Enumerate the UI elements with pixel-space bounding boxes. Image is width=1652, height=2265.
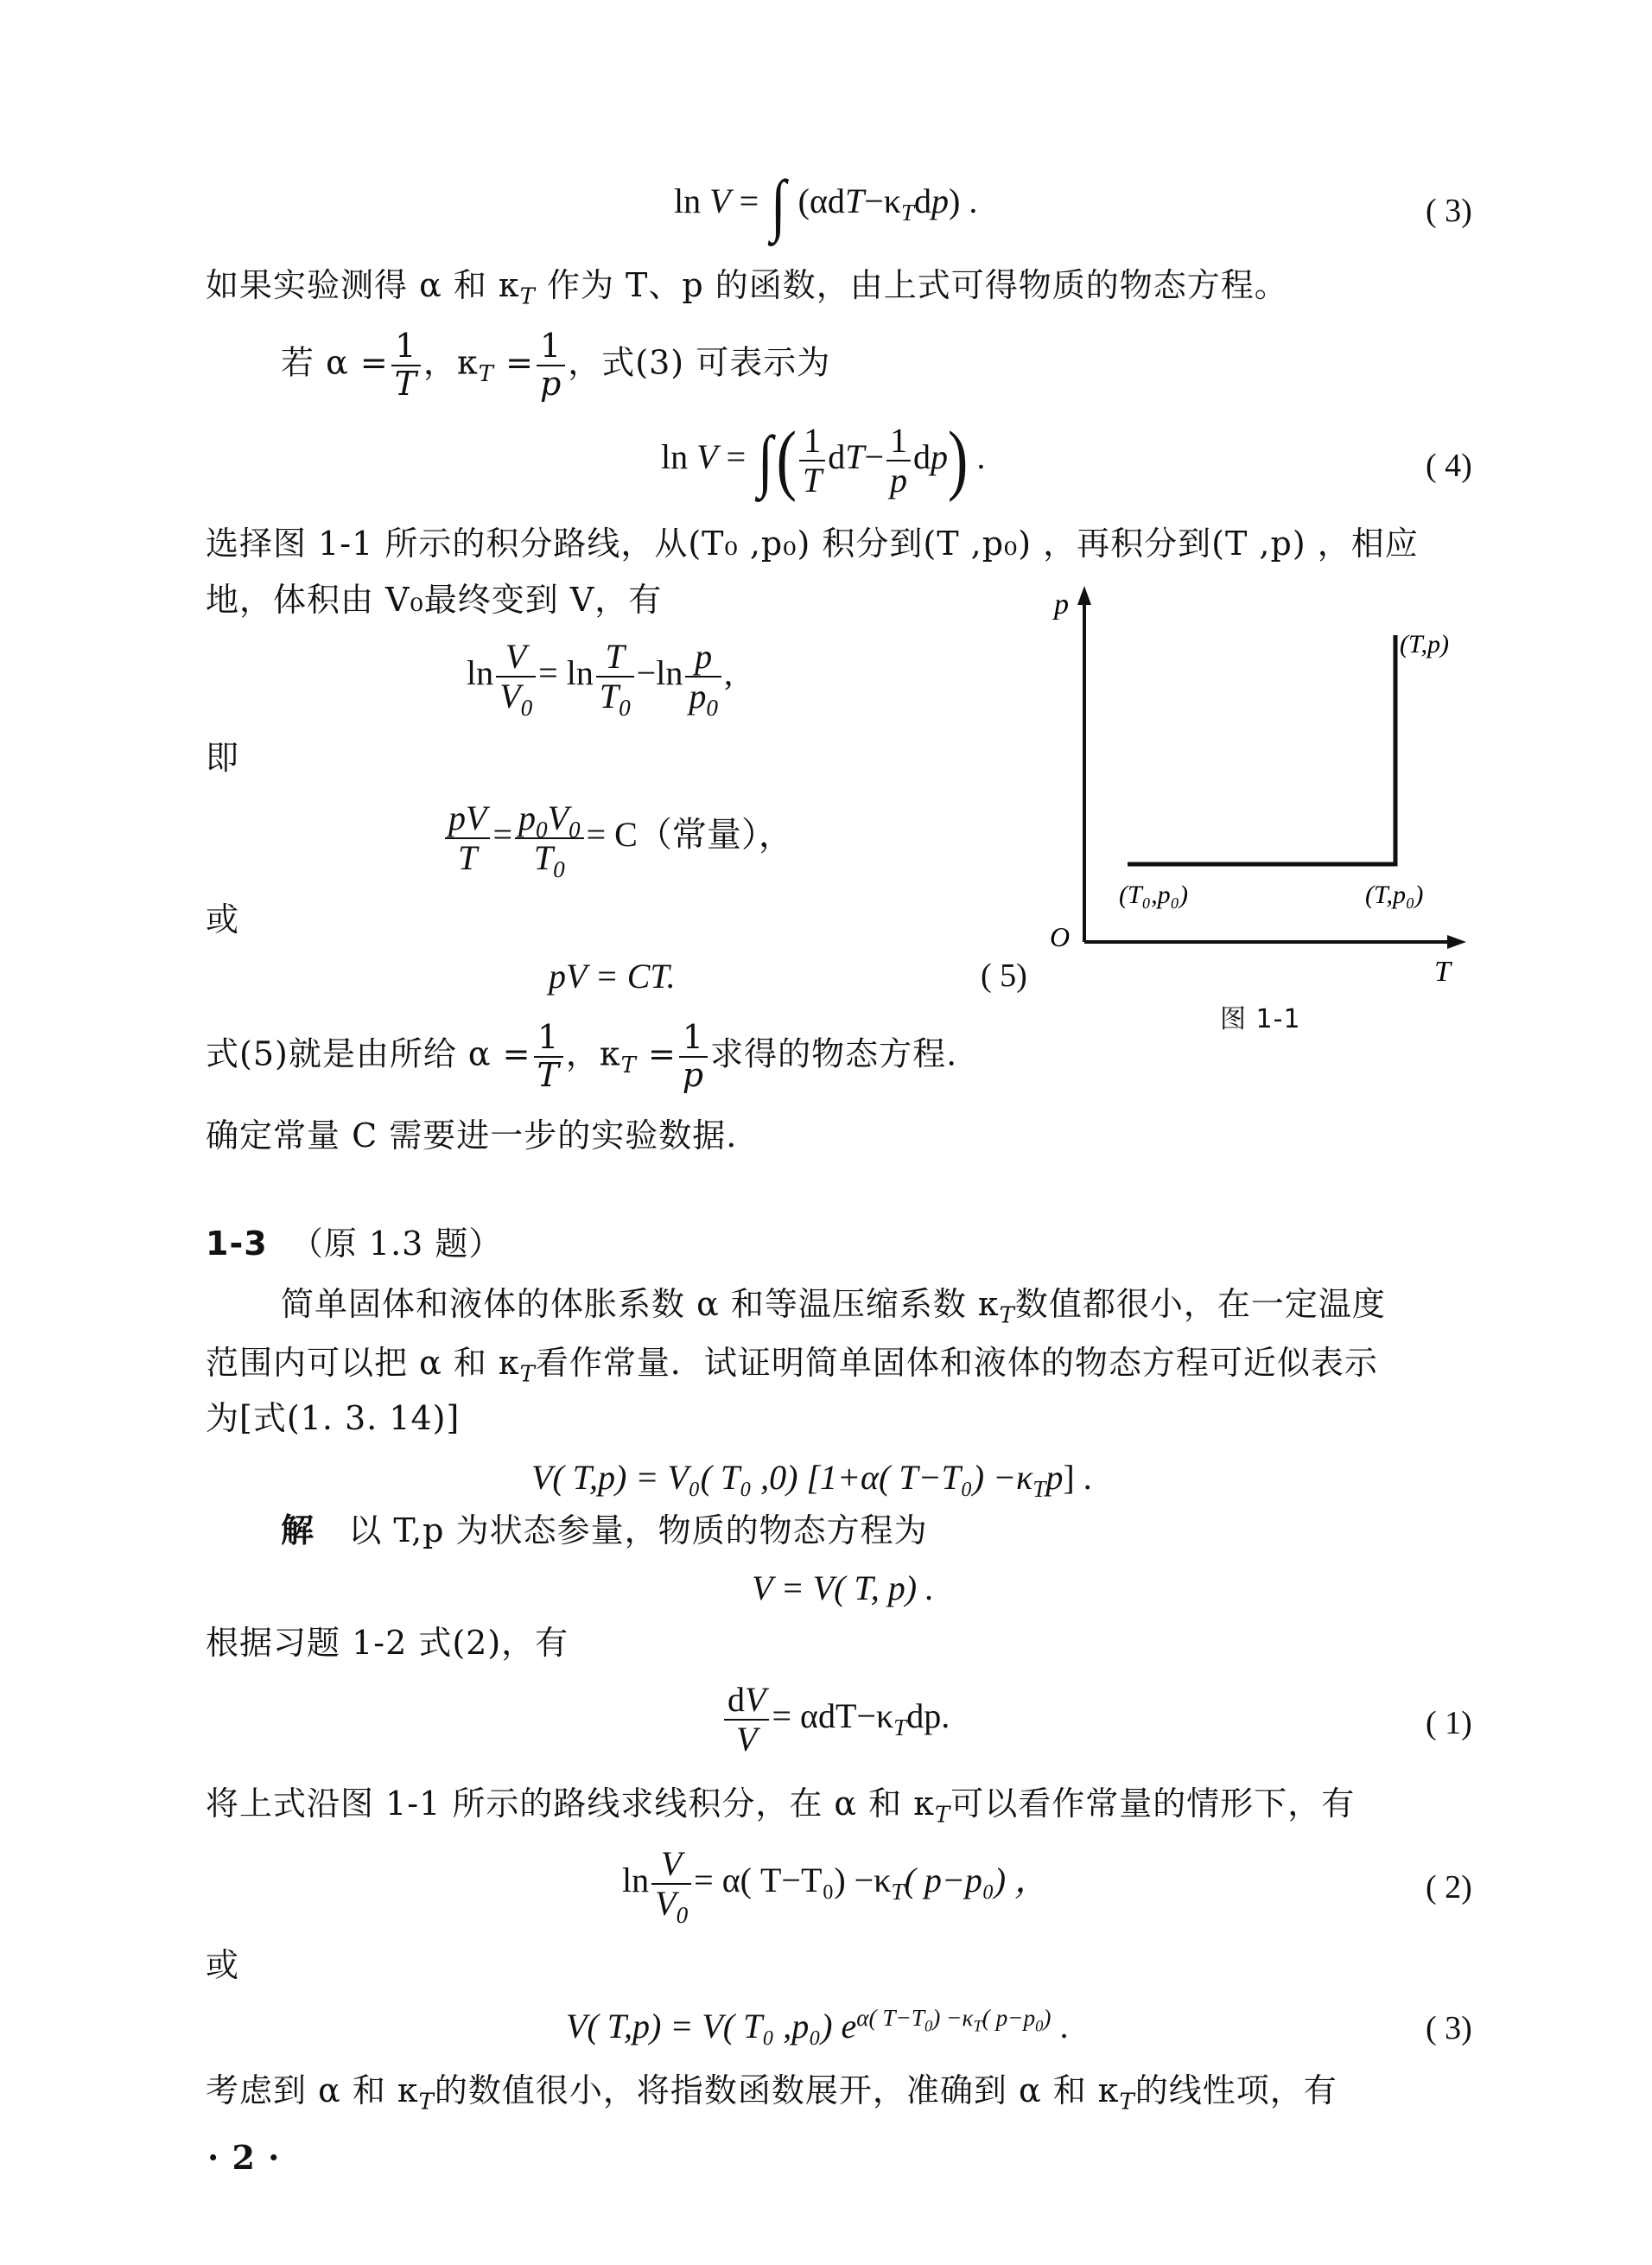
equation-approx: V( T,p) = V₀( T₀ ,0) [1+α( $T-T_0) -\kappa_Tp$] . bbox=[531, 1458, 1092, 1502]
paragraph-line: 将上式沿图 1-1 所示的路线求线积分，在 α 和 $\kappa_T$可以看作常量的情形下，有 bbox=[206, 1785, 1356, 1829]
point-start-label: (T₀,p₀) bbox=[1119, 881, 1189, 909]
word-huo: 或 bbox=[206, 1946, 240, 1984]
paragraph-line: 范围内可以把 α 和 $\kappa_T$看作常量．试证明简单固体和液体的物态方程可近似表示 bbox=[206, 1344, 1378, 1388]
T-axis-arrow bbox=[1447, 935, 1466, 949]
equation-number-4: ( 4) bbox=[1426, 448, 1472, 484]
equation-ln-ratio: ln $\frac{V}{V_0}$ = ln $\frac{T}{T_0}$ −ln $\frac{p}{p_0}$ , bbox=[467, 637, 733, 721]
equation-number-3b: ( 3) bbox=[1426, 2010, 1472, 2046]
equation-3: ln V = ∫ $(\alpha dT-\kappa_Tdp)$ . bbox=[674, 166, 978, 243]
point-mid-label: (T,p₀) bbox=[1365, 881, 1424, 909]
paragraph-line: 地，体积由 V₀最终变到 V，有 bbox=[206, 581, 663, 619]
paragraph-line: 简单固体和液体的体胀系数 α 和等温压缩系数 $\kappa_T$数值都很小，在一定温度 bbox=[281, 1285, 1386, 1329]
page-number: · 2 · bbox=[207, 2138, 281, 2177]
equation-4: ln V = ∫( $\frac{1}{T}$ dT− $\frac{1}{p}$ dp) . bbox=[661, 417, 986, 504]
figure-caption: 图 1-1 bbox=[1220, 1004, 1301, 1034]
paragraph-line: 根据习题 1-2 式(2)，有 bbox=[206, 1624, 569, 1662]
p-axis-arrow bbox=[1077, 586, 1091, 605]
point-end-label: (T,p) bbox=[1400, 630, 1449, 659]
paragraph-line: 式(5)就是由所给 α = $\frac{1}{T}$ ，$\kappa_T$ = $\frac{1}{p}$ 求得的物态方程. bbox=[206, 1018, 958, 1094]
equation-state: V = V( T, p) . bbox=[752, 1568, 935, 1607]
equation-5: pV = CT. bbox=[549, 957, 676, 996]
equation-number-3: ( 3) bbox=[1426, 193, 1472, 229]
axis-label-p: p bbox=[1054, 589, 1069, 620]
paragraph-line: 确定常量 C 需要进一步的实验数据. bbox=[206, 1117, 738, 1155]
paragraph-line: 选择图 1-1 所示的积分路线，从(T₀ ,p₀) 积分到(T ,p₀) ，再积分到(T ,p) ，相应 bbox=[206, 525, 1419, 563]
paragraph-line: 考虑到 α 和 $\kappa_T$的数值很小，将指数函数展开，准确到 α 和 $\kappa_T$的线性项，有 bbox=[206, 2071, 1337, 2115]
word-ji: 即 bbox=[206, 739, 240, 777]
equation-number-1: ( 1) bbox=[1426, 1705, 1472, 1741]
section-heading: 1-3 （原 1.3 题） bbox=[206, 1225, 503, 1263]
equation-3-exp: V( T,p) = V( T₀ ,p₀) $e^{\alpha( T-T_0) -\kappa_T( p-p_0)}$ . bbox=[566, 2004, 1069, 2045]
equation-number-2: ( 2) bbox=[1426, 1869, 1472, 1906]
paragraph-line: 如果实验测得 α 和 $\kappa_T$ 作为 T、p 的函数，由上式可得物质的物态方程。 bbox=[206, 266, 1288, 310]
equation-number-5: ( 5) bbox=[981, 958, 1027, 994]
paragraph-line: 若 α = $\frac{1}{T}$ ，$\kappa_T$ = $\frac{1}{p}$ ，式(3) 可表示为 bbox=[281, 327, 831, 403]
equation-const: $\frac{pV}{T}$ = $\frac{p_0V_0}{T_0}$ = C（常量）， bbox=[442, 799, 793, 877]
paragraph-line: 为[式(1. 3. 14)] bbox=[206, 1399, 461, 1437]
origin-label: O bbox=[1050, 921, 1071, 952]
equation-1: $\frac{dV}{V}$ = $\alpha dT-\kappa_Tdp$. bbox=[721, 1681, 950, 1759]
figure-1-1 bbox=[1050, 579, 1482, 994]
integration-path bbox=[1128, 635, 1395, 864]
equation-2: ln $\frac{V}{V_0}$ = α( $T-T_0) -\kappa_T$( p−p₀) ， bbox=[622, 1844, 1050, 1928]
word-huo: 或 bbox=[206, 900, 240, 938]
axis-label-T: T bbox=[1434, 956, 1451, 988]
paragraph-line: 解 以 T,p 为状态参量，物质的物态方程为 bbox=[281, 1511, 928, 1549]
